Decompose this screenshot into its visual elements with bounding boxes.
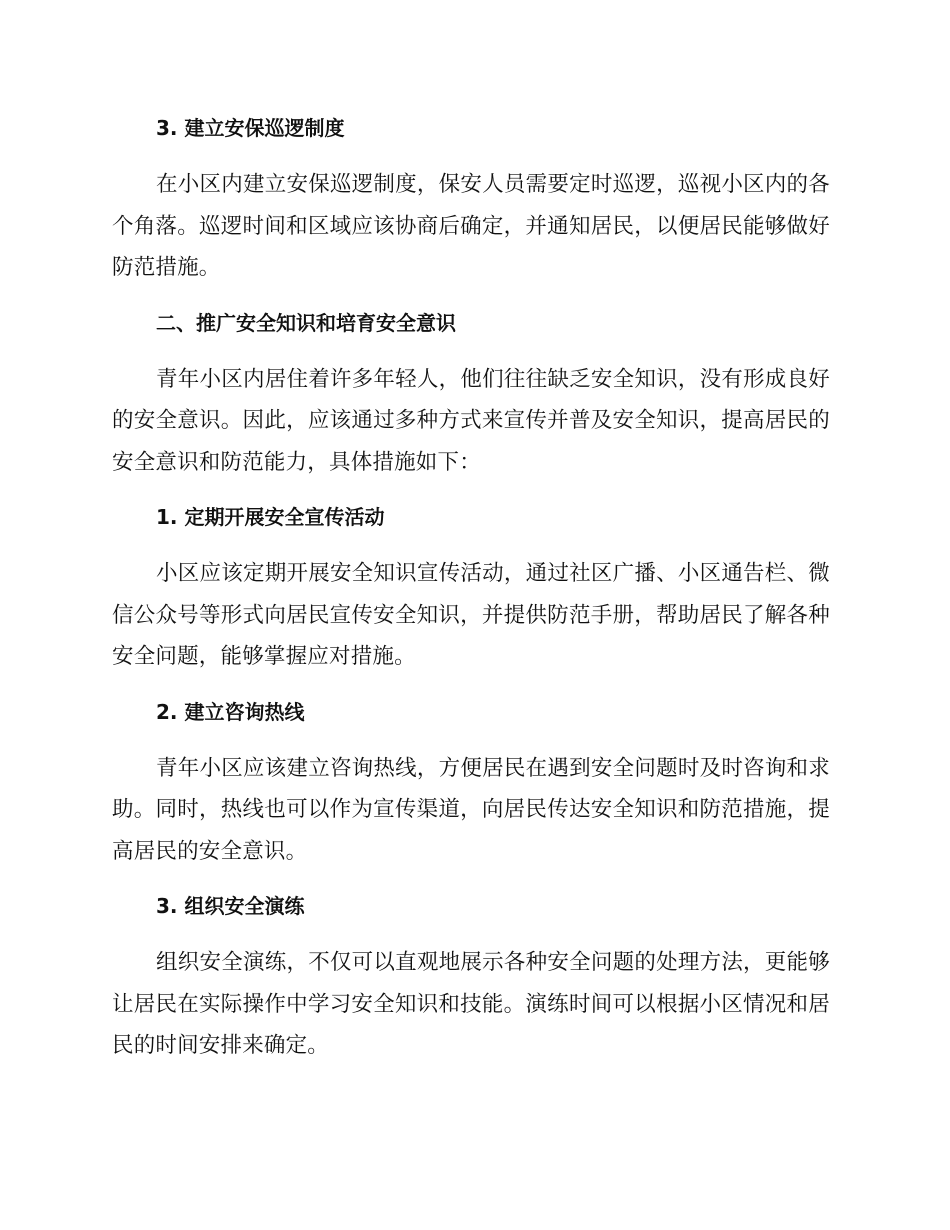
section-paragraph-patrol-system: 在小区内建立安保巡逻制度，保安人员需要定时巡逻，巡视小区内的各个角落。巡逻时间和区域应该协商后确定，并通知居民，以便居民能够做好防范措施。	[112, 172, 830, 280]
section-heading-safety-awareness: 二、推广安全知识和培育安全意识	[156, 310, 456, 335]
section-heading-patrol-system: 3. 建立安保巡逻制度	[156, 116, 345, 140]
section-paragraph-consultation-hotline: 青年小区应该建立咨询热线，方便居民在遇到安全问题时及时咨询和求助。同时，热线也可以作为宣传渠道，向居民传达安全知识和防范措施，提高居民的安全意识。	[112, 755, 830, 864]
section-paragraph-publicity-activities: 小区应该定期开展安全知识宣传活动，通过社区广播、小区通告栏、微信公众号等形式向居民宣传安全知识，并提供防范手册，帮助居民了解各种安全问题，能够掌握应对措施。	[112, 561, 830, 669]
section-heading-consultation-hotline: 2. 建立咨询热线	[156, 699, 305, 724]
section-paragraph-safety-drill: 组织安全演练，不仅可以直观地展示各种安全问题的处理方法，更能够让居民在实际操作中学习安全知识和技能。演练时间可以根据小区情况和居民的时间安排来确定。	[112, 950, 830, 1058]
document-body	[112, 108, 830, 1081]
section-heading-safety-drill: 3. 组织安全演练	[156, 894, 305, 918]
section-paragraph-safety-awareness: 青年小区内居住着许多年轻人，他们往往缺乏安全知识，没有形成良好的安全意识。因此，应该通过多种方式来宣传并普及安全知识，提高居民的安全意识和防范能力，具体措施如下：	[112, 366, 830, 475]
section-heading-publicity-activities: 1. 定期开展安全宣传活动	[156, 505, 385, 529]
